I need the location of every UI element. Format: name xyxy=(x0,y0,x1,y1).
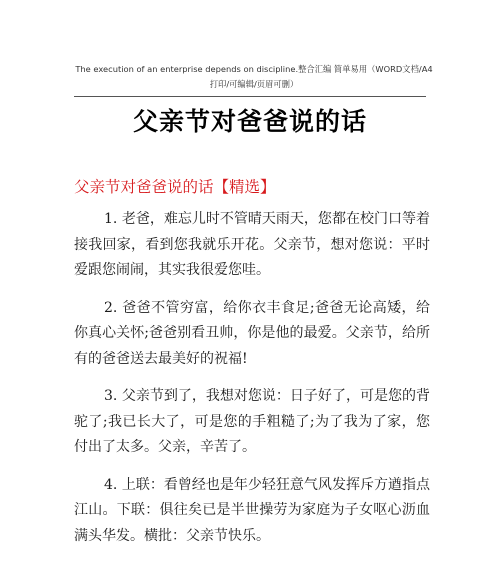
paragraph: 3. 父亲节到了，我想对您说：日子好了，可是您的背驼了;我已长大了，可是您的手粗糙了;为了我为了家，您付出了太多。父亲，辛苦了。 xyxy=(74,388,430,455)
document-title: 父亲节对爸爸说的话 xyxy=(132,107,367,136)
paragraph: 2. 爸爸不管穷富，给你衣丰食足;爸爸无论高矮，给你真心关怀;爸爸别看丑帅，你是他的最爱。父亲节，给所有的爸爸送去最美好的祝福! xyxy=(74,299,430,367)
paragraph-list xyxy=(74,207,430,549)
paragraph: 1. 老爸，难忘儿时不管晴天雨天，您都在校门口等着接我回家，看到您我就乐开花。父亲节，想对您说：平时爱跟您闹闹，其实我很爱您哇。 xyxy=(74,211,430,278)
paragraph: 4. 上联：看曾经也是年少轻狂意气风发挥斥方遒指点江山。下联：俱往矣已是半世操劳为家庭为子女呕心沥血满头华发。横批：父亲节快乐。 xyxy=(74,476,430,544)
header-divider xyxy=(74,96,426,97)
header-note: The execution of an enterprise depends on discipline.整合汇编 简单易用（WORD文档/A4打印/可编辑/页眉可删） xyxy=(75,64,433,89)
section-heading: 父亲节对爸爸说的话【精选】 xyxy=(74,178,276,196)
